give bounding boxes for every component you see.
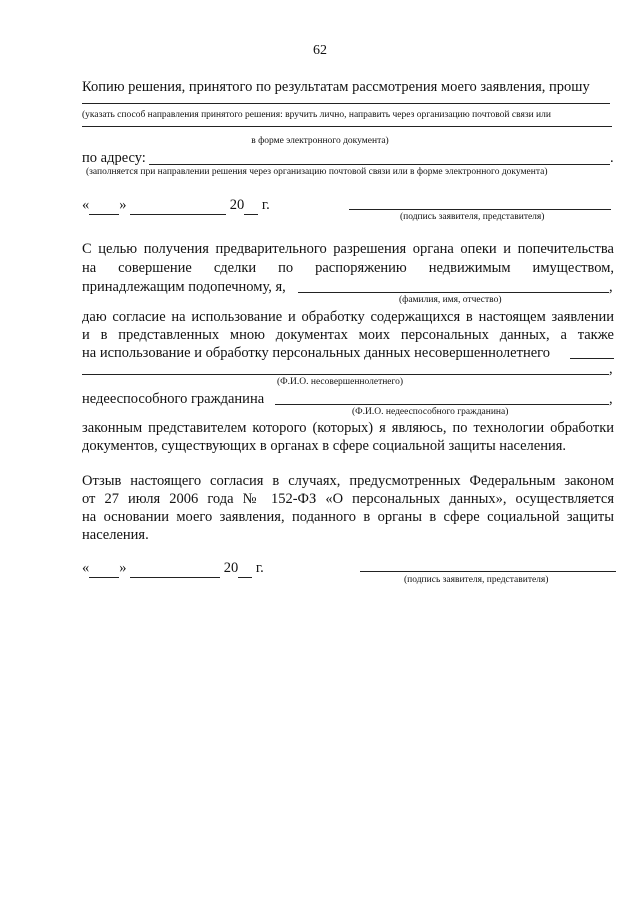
minor-fio-field-start[interactable]: [570, 358, 614, 359]
date2-month-field[interactable]: [130, 559, 220, 578]
copy-request-text: Копию решения, принятого по результатам рассмотрения моего заявления, прошу: [82, 79, 590, 95]
date1-signature-field[interactable]: [349, 209, 611, 210]
quote-close-2: »: [119, 560, 127, 576]
consent-line-6: на использование и обработку персональных данных несовершеннолетнего: [82, 345, 550, 361]
address-hint: (заполняется при направлении решения через организацию почтовой связи или в форме электронного документа): [86, 167, 548, 177]
delivery-method-field[interactable]: [82, 103, 610, 104]
address-label: по адресу:: [82, 150, 146, 166]
date1-month-field[interactable]: [130, 196, 226, 215]
consent-line-2: на совершение сделки по распоряжению недвижимым имуществом,: [82, 260, 614, 276]
consent-line-3: принадлежащим подопечному, я,: [82, 279, 286, 295]
minor-fio-hint: (Ф.И.О. несовершеннолетнего): [277, 377, 404, 387]
delivery-method-hint: (указать способ направления принятого решения: вручить лично, направить через организацию почтовой связи или: [82, 110, 551, 120]
revocation-line-2: от 27 июля 2006 года № 152-ФЗ «О персональных данных», осуществляется: [82, 491, 614, 507]
date2-signature-hint: (подпись заявителя, представителя): [404, 575, 549, 585]
address-end-punct: .: [610, 150, 614, 166]
date1-year-prefix: 20: [229, 197, 245, 213]
quote-open: «: [82, 197, 90, 213]
minor-fio-field[interactable]: [82, 374, 609, 375]
revocation-line-3: на основании моего заявления, поданного в органы в сфере социальной защиты: [82, 509, 614, 525]
quote-close: »: [119, 197, 127, 213]
incapable-fio-hint: (Ф.И.О. недееспособного гражданина): [352, 407, 509, 417]
consent-line-3-punct: ,: [609, 279, 613, 295]
applicant-fio-hint: (фамилия, имя, отчество): [399, 295, 502, 305]
date1-signature-hint: (подпись заявителя, представителя): [400, 212, 545, 222]
date2-year-suffix: г.: [255, 560, 264, 576]
date1-row: [82, 196, 270, 215]
consent-line-8-punct: ,: [609, 391, 613, 407]
consent-line-5: и в представленных мною документах моих персональных данных, а также: [82, 327, 614, 343]
revocation-line-4: населения.: [82, 527, 149, 543]
quote-open-2: «: [82, 560, 90, 576]
date2-signature-field[interactable]: [360, 571, 616, 572]
date1-day-field[interactable]: [89, 196, 119, 215]
consent-line-9: законным представителем которого (которых) я являюсь, по технологии обработки: [82, 420, 614, 436]
consent-line-1: С целью получения предварительного разрешения органа опеки и попечительства: [82, 241, 614, 257]
delivery-method-hint-2: в форме электронного документа): [251, 136, 389, 146]
date2-year-prefix: 20: [223, 560, 239, 576]
address-field[interactable]: [149, 164, 610, 165]
consent-line-8: недееспособного гражданина: [82, 391, 265, 407]
consent-line-4: даю согласие на использование и обработку содержащихся в настоящем заявлении: [82, 309, 614, 325]
incapable-fio-field[interactable]: [275, 404, 609, 405]
consent-line-7-punct: ,: [609, 361, 613, 377]
revocation-line-1: Отзыв настоящего согласия в случаях, предусмотренных Федеральным законом: [82, 473, 614, 489]
date1-year-suffix: г.: [261, 197, 270, 213]
page-number: 62: [313, 43, 327, 58]
date1-year-field[interactable]: [244, 196, 258, 215]
date2-row: [82, 559, 264, 578]
date2-year-field[interactable]: [238, 559, 252, 578]
consent-line-10: документов, существующих в органах в сфере социальной защиты населения.: [82, 438, 567, 454]
applicant-fio-field[interactable]: [298, 292, 609, 293]
date2-day-field[interactable]: [89, 559, 119, 578]
delivery-method-field-2[interactable]: [82, 126, 612, 127]
